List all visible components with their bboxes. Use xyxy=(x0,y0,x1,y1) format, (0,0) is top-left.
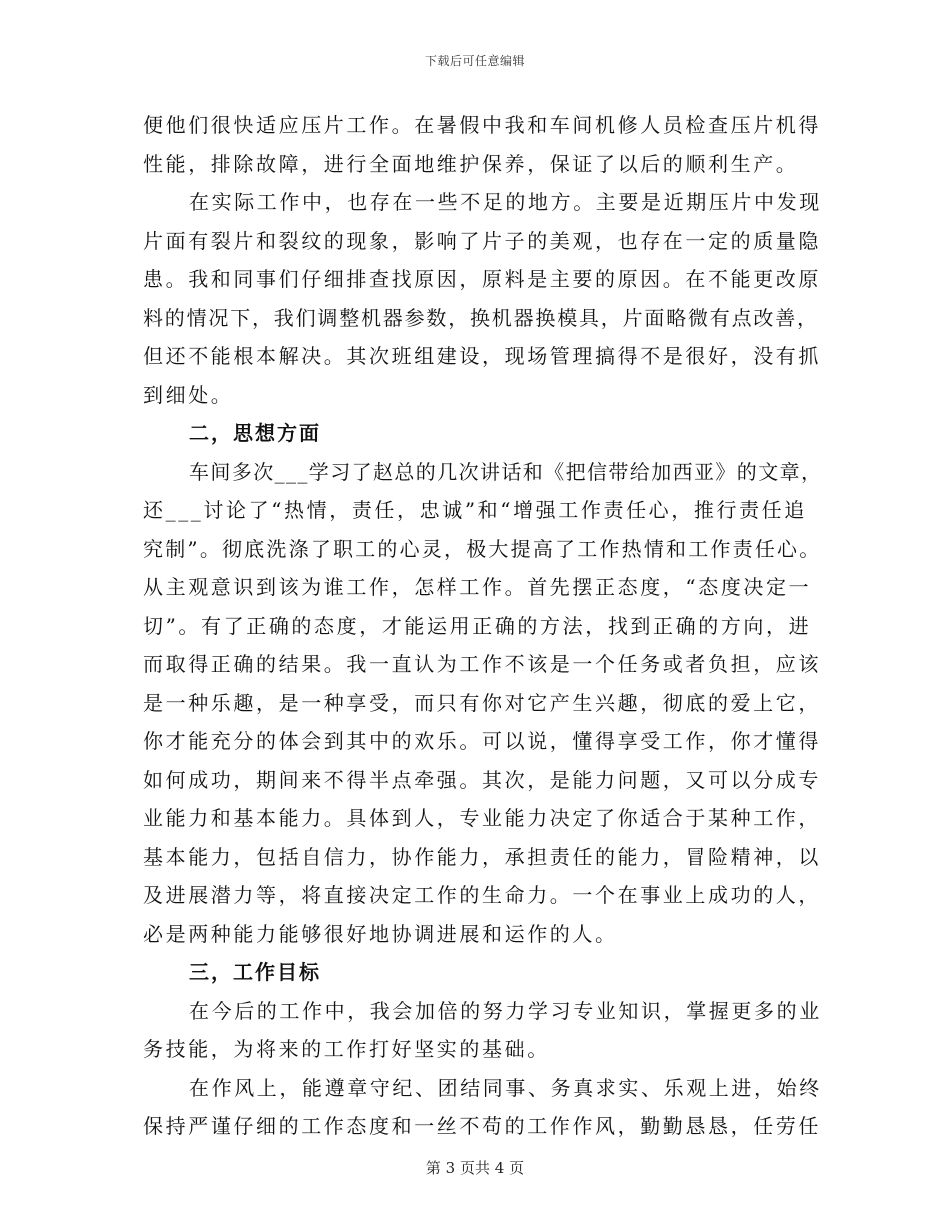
page-footer: 第 3 页共 4 页 xyxy=(425,1159,525,1177)
text-line: 及进展潜力等，将直接决定工作的生命力。一个在事业上成功的人， xyxy=(143,883,821,907)
page-header: 下载后可任意编辑 xyxy=(424,54,525,68)
text-line: 保持严谨仔细的工作态度和一丝不苟的工作作风，勤勤恳恳，任劳任 xyxy=(143,1114,821,1138)
text-line: 而取得正确的结果。我一直认为工作不该是一个任务或者负担，应该 xyxy=(143,652,821,676)
text-line: 但还不能根本解决。其次班组建设，现场管理搞得不是很好，没有抓 xyxy=(143,344,821,368)
text-line: 从主观意识到该为谁工作，怎样工作。首先摆正态度，“态度决定一 xyxy=(143,575,812,599)
text-line: 如何成功，期间来不得半点牵强。其次，是能力问题，又可以分成专 xyxy=(143,767,821,792)
text-line: 业能力和基本能力。具体到人，专业能力决定了你适合于某种工作， xyxy=(143,806,821,830)
text-line: 基本能力，包括自信力，协作能力，承担责任的能力，冒险精神，以 xyxy=(143,844,821,869)
text-line: 你才能充分的体会到其中的欢乐。可以说，懂得享受工作，你才懂得 xyxy=(143,729,821,753)
text-line: 车间多次___学习了赵总的几次讲话和《把信带给加西亚》的文章， xyxy=(189,459,823,484)
text-line: 在作风上，能遵章守纪、团结同事、务真求实、乐观上进，始终 xyxy=(189,1075,822,1100)
text-line: 在今后的工作中，我会加倍的努力学习专业知识，掌握更多的业 xyxy=(189,998,822,1023)
text-line: 务技能，为将来的工作打好坚实的基础。 xyxy=(143,1037,550,1061)
text-line: 料的情况下，我们调整机器参数，换机器换模具，片面略微有点改善， xyxy=(143,305,819,330)
text-line: 到细处。 xyxy=(143,382,234,407)
text-line: 片面有裂片和裂纹的现象，影响了片子的美观，也存在一定的质量隐 xyxy=(143,228,821,253)
text-line: 切”。有了正确的态度，才能运用正确的方法，找到正确的方向，进 xyxy=(143,613,812,638)
text-line: 是一种乐趣，是一种享受，而只有你对它产生兴趣，彻底的爱上它， xyxy=(143,690,821,715)
text-line: 患。我和同事们仔细排查找原因，原料是主要的原因。在不能更改原 xyxy=(143,267,821,291)
text-line: 便他们很快适应压片工作。在暑假中我和车间机修人员检查压片机得 xyxy=(143,113,821,137)
text-line: 究制”。彻底洗涤了职工的心灵，极大提高了工作热情和工作责任心。 xyxy=(143,536,822,561)
document-body xyxy=(143,106,823,1146)
text-line: 在实际工作中，也存在一些不足的地方。主要是近期压片中发现 xyxy=(189,190,822,214)
section-heading: 二，思想方面 xyxy=(189,421,321,445)
text-line: 性能，排除故障，进行全面地维护保养，保证了以后的顺利生产。 xyxy=(143,151,799,176)
text-line: 还___讨论了“热情，责任，忠诚”和“增强工作责任心，推行责任追 xyxy=(143,498,807,522)
section-heading: 三，工作目标 xyxy=(189,960,321,984)
text-line: 必是两种能力能够很好地协调进展和运作的人。 xyxy=(143,921,618,946)
